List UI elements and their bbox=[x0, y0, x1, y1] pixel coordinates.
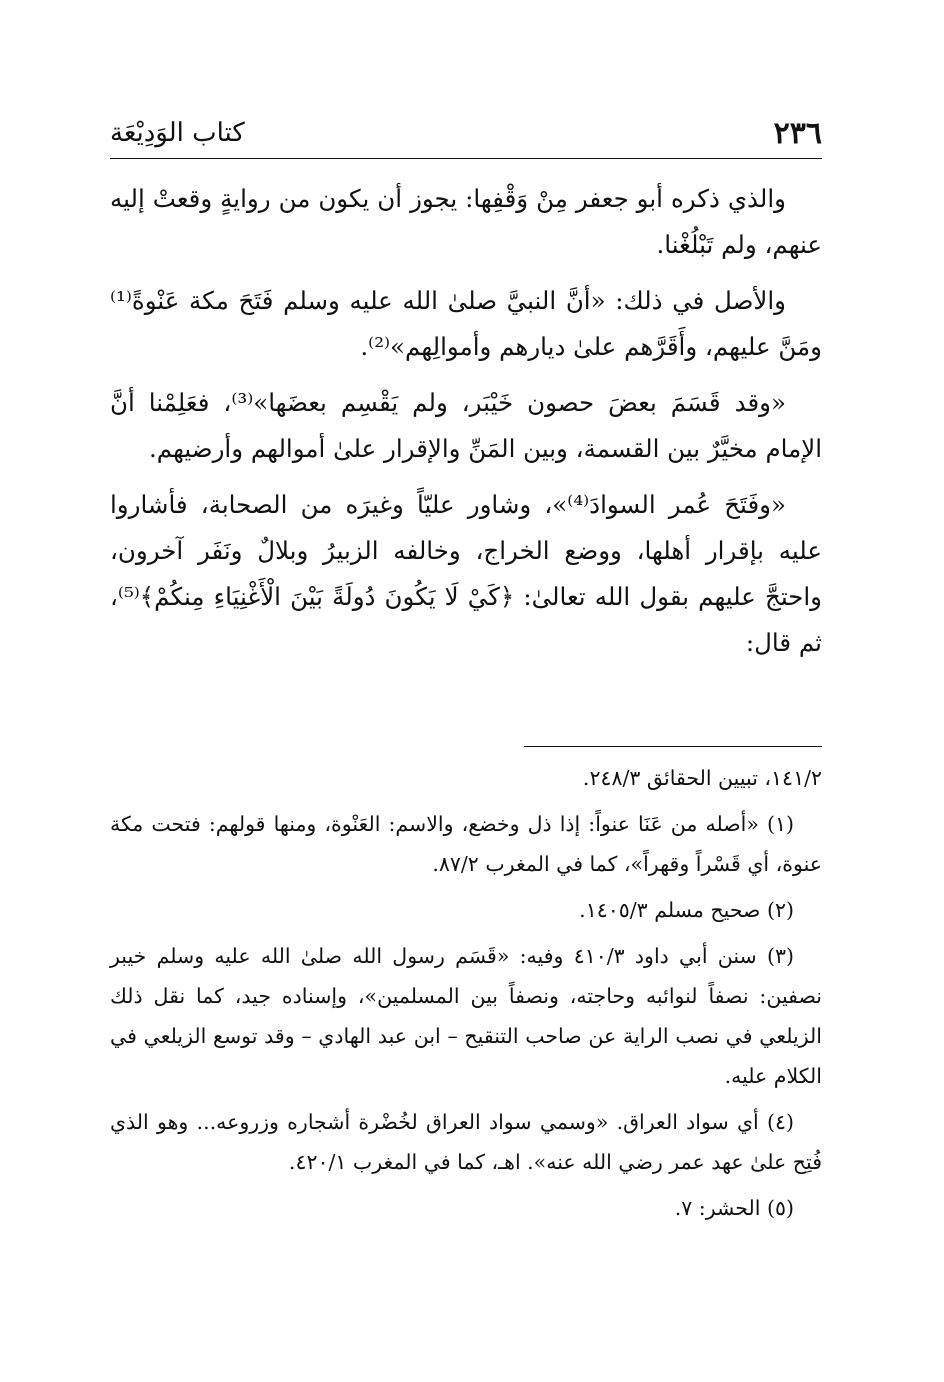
page-header bbox=[110, 112, 822, 159]
main-paragraph: «وفَتَحَ عُمر السوادَ⁽⁴⁾»، وشاور عليّاً وغيرَه من الصحابة، فأشاروا عليه بإقرار أهلها، ووضع الخراج، وخالفه الزبيرُ وبلالٌ ونَفَر آخرون، واحتجَّ عليهم بقول الله تعالىٰ: ﴿كَيْ لَا يَكُونَ دُولَةً بَيْنَ الْأَغْنِيَاءِ مِنكُمْ﴾⁽⁵⁾، ثم قال: bbox=[110, 490, 822, 657]
footnote-divider bbox=[524, 746, 822, 747]
footnote-continuation: ١٤١/٢، تبيين الحقائق ٢٤٨/٣. bbox=[582, 766, 822, 790]
main-text bbox=[110, 176, 822, 676]
running-title: كتاب الوَدِيْعَة bbox=[110, 118, 245, 148]
footnote-3: (٣) سنن أبي داود ٤١٠/٣ وفيه: «قَسَم رسول الله صلىٰ الله عليه وسلم خيبر نصفين: نصفاً لنوائبه وحاجته، ونصفاً بين المسلمين»، وإسناده جيد، كما نقل ذلك الزيلعي في نصب الراية عن صاحب التنقيح – ابن عبد الهادي – وقد توسع الزيلعي في الكلام عليه. bbox=[110, 944, 822, 1088]
main-paragraph: والذي ذكره أبو جعفر مِنْ وَقْفِها: يجوز أن يكون من روايةٍ وقعتْ إليه عنهم، ولم تَبْلُغْنا. bbox=[110, 184, 822, 259]
main-paragraph: «وقد قَسَمَ بعضَ حصون خَيْبَر، ولم يَقْسِم بعضَها»⁽³⁾، فعَلِمْنا أنَّ الإمام مخيَّرٌ بين القسمة، وبين المَنِّ والإقرار علىٰ أموالهم وأرضيهم. bbox=[110, 388, 822, 463]
footnote-4: (٤) أي سواد العراق. «وسمي سواد العراق لخُضْرة أشجاره وزروعه... وهو الذي فُتِح علىٰ عهد عمر رضي الله عنه». اهـ، كما في المغرب ٤٢٠/١. bbox=[110, 1110, 822, 1174]
footnote-5: (٥) الحشر: ٧. bbox=[674, 1196, 794, 1220]
footnotes bbox=[110, 758, 822, 1234]
page-number: ٢٣٦ bbox=[773, 116, 822, 151]
main-paragraph: والأصل في ذلك: «أنَّ النبيَّ صلىٰ الله عليه وسلم فَتَحَ مكة عَنْوةً⁽¹⁾ ومَنَّ عليهم، وأَقَرَّهم علىٰ ديارهم وأموالِهم»⁽²⁾. bbox=[110, 286, 822, 361]
footnote-1: (١) «أصله من عَنَا عنواً: إذا ذل وخضع، والاسم: العَنْوة، ومنها قولهم: فتحت مكة عنوة، أي قَسْراً وقهراً»، كما في المغرب ٨٧/٢. bbox=[110, 812, 822, 876]
footnote-2: (٢) صحيح مسلم ١٤٠٥/٣. bbox=[579, 898, 794, 922]
